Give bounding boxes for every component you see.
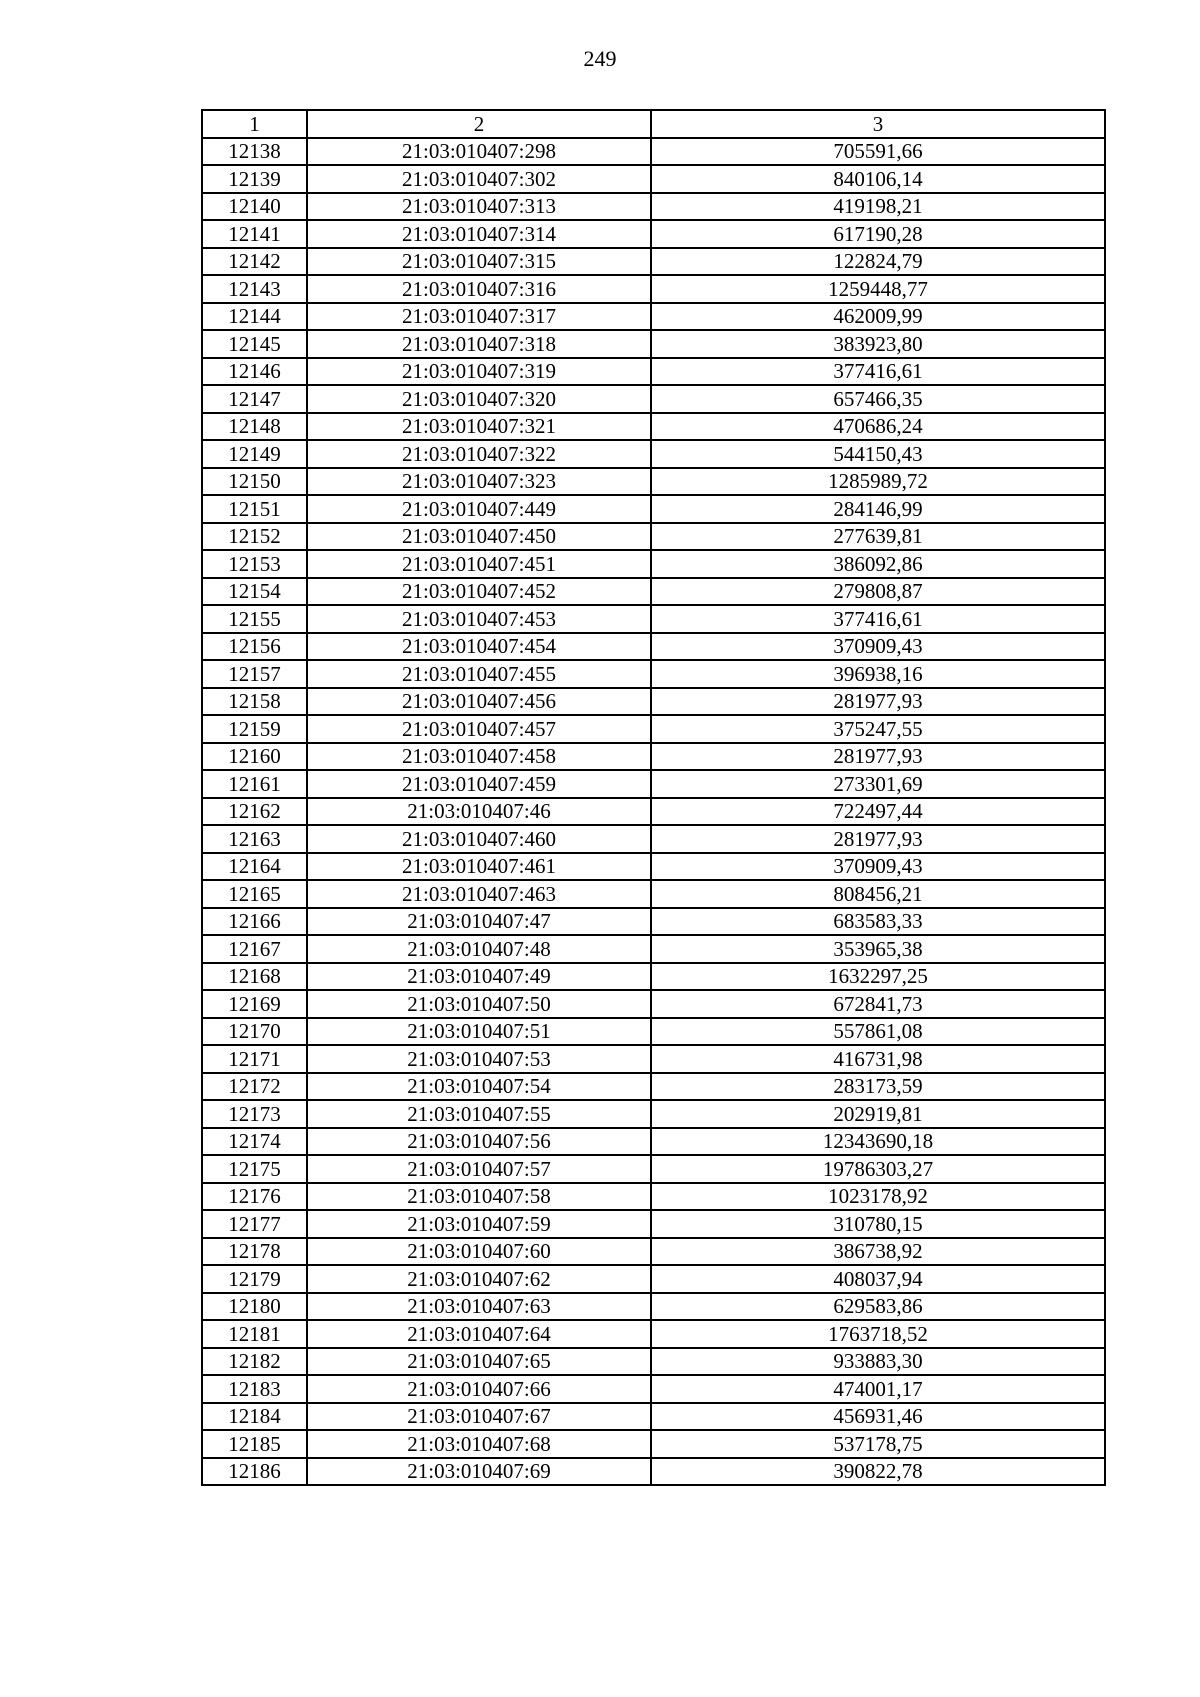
cadastral-number-cell: 21:03:010407:458 — [307, 743, 651, 771]
value-cell: 537178,75 — [651, 1430, 1105, 1458]
value-cell: 283173,59 — [651, 1073, 1105, 1101]
cadastral-number-cell: 21:03:010407:319 — [307, 358, 651, 386]
table-row — [202, 743, 1105, 771]
table-row — [202, 1293, 1105, 1321]
cadastral-number-cell: 21:03:010407:53 — [307, 1045, 651, 1073]
row-number-cell: 12141 — [202, 220, 307, 248]
table-header-row — [202, 110, 1105, 138]
table-row — [202, 193, 1105, 221]
cadastral-number-cell: 21:03:010407:56 — [307, 1128, 651, 1156]
value-cell: 1632297,25 — [651, 963, 1105, 991]
value-cell: 277639,81 — [651, 523, 1105, 551]
cadastral-number-cell: 21:03:010407:314 — [307, 220, 651, 248]
table-row — [202, 688, 1105, 716]
cadastral-number-cell: 21:03:010407:452 — [307, 578, 651, 606]
cadastral-number-cell: 21:03:010407:315 — [307, 248, 651, 276]
table-row — [202, 660, 1105, 688]
table-row — [202, 440, 1105, 468]
cadastral-number-cell: 21:03:010407:50 — [307, 990, 651, 1018]
cadastral-number-cell: 21:03:010407:322 — [307, 440, 651, 468]
row-number-cell: 12170 — [202, 1018, 307, 1046]
cadastral-number-cell: 21:03:010407:47 — [307, 908, 651, 936]
table-row — [202, 1265, 1105, 1293]
table-row — [202, 358, 1105, 386]
cadastral-number-cell: 21:03:010407:67 — [307, 1403, 651, 1431]
row-number-cell: 12149 — [202, 440, 307, 468]
row-number-cell: 12138 — [202, 138, 307, 166]
table-row — [202, 550, 1105, 578]
table-row — [202, 935, 1105, 963]
row-number-cell: 12148 — [202, 413, 307, 441]
cadastral-number-cell: 21:03:010407:454 — [307, 633, 651, 661]
cadastral-number-cell: 21:03:010407:60 — [307, 1238, 651, 1266]
row-number-cell: 12169 — [202, 990, 307, 1018]
row-number-cell: 12159 — [202, 715, 307, 743]
row-number-cell: 12153 — [202, 550, 307, 578]
cadastral-number-cell: 21:03:010407:320 — [307, 385, 651, 413]
value-cell: 12343690,18 — [651, 1128, 1105, 1156]
table-row — [202, 798, 1105, 826]
cadastral-number-cell: 21:03:010407:318 — [307, 330, 651, 358]
cadastral-number-cell: 21:03:010407:321 — [307, 413, 651, 441]
value-cell: 281977,93 — [651, 688, 1105, 716]
cadastral-number-cell: 21:03:010407:46 — [307, 798, 651, 826]
row-number-cell: 12144 — [202, 303, 307, 331]
value-cell: 474001,17 — [651, 1375, 1105, 1403]
row-number-cell: 12140 — [202, 193, 307, 221]
value-cell: 1285989,72 — [651, 468, 1105, 496]
value-cell: 1023178,92 — [651, 1183, 1105, 1211]
row-number-cell: 12172 — [202, 1073, 307, 1101]
table-row — [202, 880, 1105, 908]
cadastral-number-cell: 21:03:010407:313 — [307, 193, 651, 221]
cadastral-number-cell: 21:03:010407:459 — [307, 770, 651, 798]
column-header-2: 2 — [307, 110, 651, 138]
row-number-cell: 12167 — [202, 935, 307, 963]
cadastral-number-cell: 21:03:010407:51 — [307, 1018, 651, 1046]
value-cell: 722497,44 — [651, 798, 1105, 826]
value-cell: 617190,28 — [651, 220, 1105, 248]
value-cell: 683583,33 — [651, 908, 1105, 936]
value-cell: 419198,21 — [651, 193, 1105, 221]
row-number-cell: 12150 — [202, 468, 307, 496]
data-table — [201, 109, 1106, 1486]
value-cell: 273301,69 — [651, 770, 1105, 798]
value-cell: 370909,43 — [651, 633, 1105, 661]
cadastral-number-cell: 21:03:010407:453 — [307, 605, 651, 633]
value-cell: 705591,66 — [651, 138, 1105, 166]
table-row — [202, 1183, 1105, 1211]
cadastral-number-cell: 21:03:010407:55 — [307, 1100, 651, 1128]
row-number-cell: 12161 — [202, 770, 307, 798]
cadastral-number-cell: 21:03:010407:456 — [307, 688, 651, 716]
cadastral-number-cell: 21:03:010407:298 — [307, 138, 651, 166]
cadastral-number-cell: 21:03:010407:66 — [307, 1375, 651, 1403]
cadastral-number-cell: 21:03:010407:57 — [307, 1155, 651, 1183]
table-row — [202, 1348, 1105, 1376]
cadastral-number-cell: 21:03:010407:54 — [307, 1073, 651, 1101]
table-row — [202, 1155, 1105, 1183]
value-cell: 370909,43 — [651, 853, 1105, 881]
table-row — [202, 578, 1105, 606]
table-row — [202, 1375, 1105, 1403]
value-cell: 19786303,27 — [651, 1155, 1105, 1183]
table-row — [202, 1458, 1105, 1486]
value-cell: 353965,38 — [651, 935, 1105, 963]
table-row — [202, 385, 1105, 413]
value-cell: 544150,43 — [651, 440, 1105, 468]
value-cell: 310780,15 — [651, 1210, 1105, 1238]
value-cell: 383923,80 — [651, 330, 1105, 358]
value-cell: 657466,35 — [651, 385, 1105, 413]
row-number-cell: 12154 — [202, 578, 307, 606]
row-number-cell: 12171 — [202, 1045, 307, 1073]
cadastral-number-cell: 21:03:010407:317 — [307, 303, 651, 331]
row-number-cell: 12182 — [202, 1348, 307, 1376]
table-row — [202, 963, 1105, 991]
column-header-3: 3 — [651, 110, 1105, 138]
row-number-cell: 12142 — [202, 248, 307, 276]
value-cell: 840106,14 — [651, 165, 1105, 193]
table-row — [202, 468, 1105, 496]
table-row — [202, 303, 1105, 331]
table-row — [202, 908, 1105, 936]
cadastral-number-cell: 21:03:010407:63 — [307, 1293, 651, 1321]
value-cell: 390822,78 — [651, 1458, 1105, 1486]
value-cell: 408037,94 — [651, 1265, 1105, 1293]
cadastral-number-cell: 21:03:010407:449 — [307, 495, 651, 523]
row-number-cell: 12157 — [202, 660, 307, 688]
row-number-cell: 12152 — [202, 523, 307, 551]
value-cell: 279808,87 — [651, 578, 1105, 606]
row-number-cell: 12177 — [202, 1210, 307, 1238]
table-row — [202, 138, 1105, 166]
table-body — [202, 138, 1105, 1486]
row-number-cell: 12168 — [202, 963, 307, 991]
table-row — [202, 275, 1105, 303]
value-cell: 386092,86 — [651, 550, 1105, 578]
table-row — [202, 1045, 1105, 1073]
cadastral-number-cell: 21:03:010407:450 — [307, 523, 651, 551]
cadastral-number-cell: 21:03:010407:302 — [307, 165, 651, 193]
value-cell: 284146,99 — [651, 495, 1105, 523]
table-row — [202, 825, 1105, 853]
row-number-cell: 12181 — [202, 1320, 307, 1348]
value-cell: 1763718,52 — [651, 1320, 1105, 1348]
row-number-cell: 12163 — [202, 825, 307, 853]
row-number-cell: 12180 — [202, 1293, 307, 1321]
cadastral-number-cell: 21:03:010407:49 — [307, 963, 651, 991]
cadastral-number-cell: 21:03:010407:59 — [307, 1210, 651, 1238]
value-cell: 672841,73 — [651, 990, 1105, 1018]
value-cell: 1259448,77 — [651, 275, 1105, 303]
row-number-cell: 12174 — [202, 1128, 307, 1156]
cadastral-number-cell: 21:03:010407:463 — [307, 880, 651, 908]
table-row — [202, 413, 1105, 441]
row-number-cell: 12146 — [202, 358, 307, 386]
cadastral-number-cell: 21:03:010407:461 — [307, 853, 651, 881]
value-cell: 386738,92 — [651, 1238, 1105, 1266]
table-row — [202, 990, 1105, 1018]
cadastral-number-cell: 21:03:010407:451 — [307, 550, 651, 578]
table-row — [202, 770, 1105, 798]
table-row — [202, 1320, 1105, 1348]
value-cell: 375247,55 — [651, 715, 1105, 743]
table-row — [202, 1210, 1105, 1238]
cadastral-number-cell: 21:03:010407:64 — [307, 1320, 651, 1348]
table-row — [202, 248, 1105, 276]
row-number-cell: 12176 — [202, 1183, 307, 1211]
row-number-cell: 12184 — [202, 1403, 307, 1431]
table-row — [202, 715, 1105, 743]
row-number-cell: 12162 — [202, 798, 307, 826]
row-number-cell: 12179 — [202, 1265, 307, 1293]
value-cell: 557861,08 — [651, 1018, 1105, 1046]
row-number-cell: 12145 — [202, 330, 307, 358]
row-number-cell: 12183 — [202, 1375, 307, 1403]
cadastral-number-cell: 21:03:010407:68 — [307, 1430, 651, 1458]
row-number-cell: 12178 — [202, 1238, 307, 1266]
table-row — [202, 1430, 1105, 1458]
cadastral-number-cell: 21:03:010407:69 — [307, 1458, 651, 1486]
row-number-cell: 12160 — [202, 743, 307, 771]
value-cell: 462009,99 — [651, 303, 1105, 331]
value-cell: 281977,93 — [651, 825, 1105, 853]
column-header-1: 1 — [202, 110, 307, 138]
cadastral-number-cell: 21:03:010407:48 — [307, 935, 651, 963]
value-cell: 416731,98 — [651, 1045, 1105, 1073]
value-cell: 396938,16 — [651, 660, 1105, 688]
cadastral-number-cell: 21:03:010407:457 — [307, 715, 651, 743]
cadastral-number-cell: 21:03:010407:58 — [307, 1183, 651, 1211]
row-number-cell: 12164 — [202, 853, 307, 881]
row-number-cell: 12186 — [202, 1458, 307, 1486]
row-number-cell: 12139 — [202, 165, 307, 193]
table-row — [202, 853, 1105, 881]
value-cell: 470686,24 — [651, 413, 1105, 441]
value-cell: 629583,86 — [651, 1293, 1105, 1321]
table-row — [202, 495, 1105, 523]
row-number-cell: 12158 — [202, 688, 307, 716]
table-row — [202, 330, 1105, 358]
table-row — [202, 1403, 1105, 1431]
row-number-cell: 12175 — [202, 1155, 307, 1183]
row-number-cell: 12166 — [202, 908, 307, 936]
row-number-cell: 12185 — [202, 1430, 307, 1458]
table-row — [202, 1073, 1105, 1101]
cadastral-number-cell: 21:03:010407:316 — [307, 275, 651, 303]
row-number-cell: 12143 — [202, 275, 307, 303]
row-number-cell: 12165 — [202, 880, 307, 908]
cadastral-number-cell: 21:03:010407:323 — [307, 468, 651, 496]
cadastral-number-cell: 21:03:010407:62 — [307, 1265, 651, 1293]
table-row — [202, 1018, 1105, 1046]
table-row — [202, 1100, 1105, 1128]
row-number-cell: 12173 — [202, 1100, 307, 1128]
cadastral-number-cell: 21:03:010407:460 — [307, 825, 651, 853]
value-cell: 122824,79 — [651, 248, 1105, 276]
page-number: 249 — [583, 46, 617, 71]
value-cell: 377416,61 — [651, 358, 1105, 386]
cadastral-number-cell: 21:03:010407:65 — [307, 1348, 651, 1376]
row-number-cell: 12151 — [202, 495, 307, 523]
table-row — [202, 1238, 1105, 1266]
table-row — [202, 633, 1105, 661]
value-cell: 933883,30 — [651, 1348, 1105, 1376]
value-cell: 202919,81 — [651, 1100, 1105, 1128]
row-number-cell: 12147 — [202, 385, 307, 413]
value-cell: 377416,61 — [651, 605, 1105, 633]
table-row — [202, 220, 1105, 248]
value-cell: 456931,46 — [651, 1403, 1105, 1431]
table-row — [202, 165, 1105, 193]
table-row — [202, 1128, 1105, 1156]
table-row — [202, 523, 1105, 551]
row-number-cell: 12156 — [202, 633, 307, 661]
table-row — [202, 605, 1105, 633]
cadastral-number-cell: 21:03:010407:455 — [307, 660, 651, 688]
value-cell: 808456,21 — [651, 880, 1105, 908]
value-cell: 281977,93 — [651, 743, 1105, 771]
row-number-cell: 12155 — [202, 605, 307, 633]
